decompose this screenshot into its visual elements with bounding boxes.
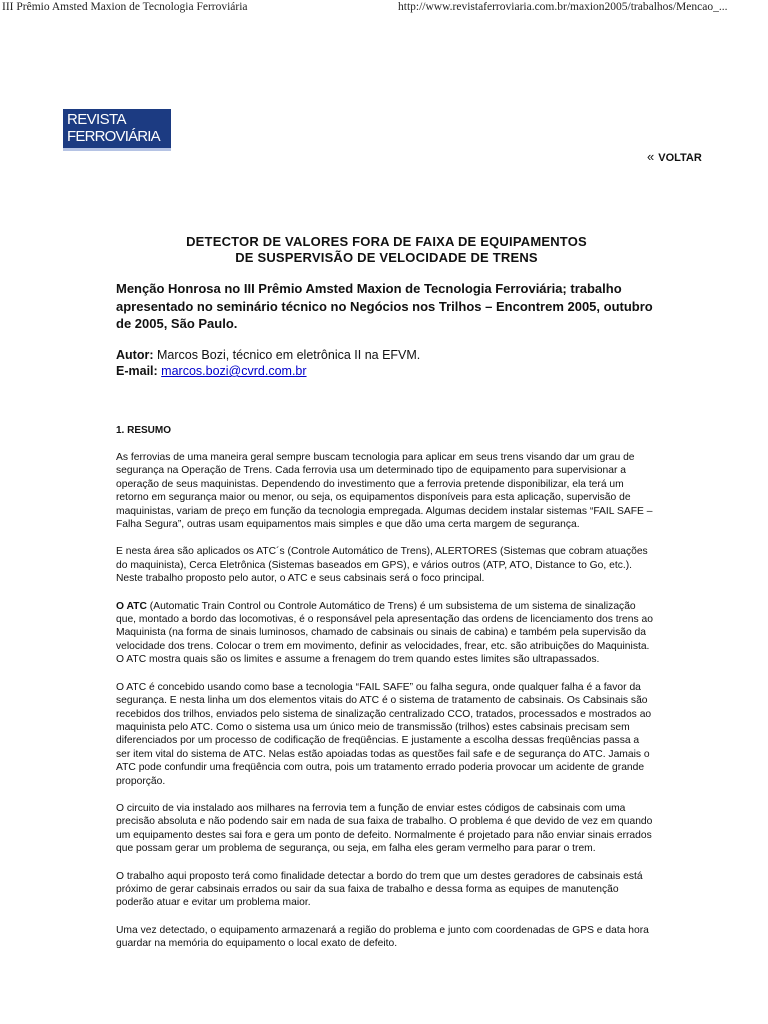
paragraph-6: O trabalho aqui proposto terá como finalidade detectar a bordo do trem que um destes geradores de cabsinais está próximo de gerar cabsinais errados ou sair da sua faixa de trabalho e dessa forma as equipes de manutenção poderão atuar e evitar um problema maior. (116, 870, 643, 909)
logo-underline (63, 148, 171, 151)
email-label: E-mail: (116, 364, 158, 378)
paragraph-3-lead: O ATC (116, 600, 147, 612)
print-header-title: III Prêmio Amsted Maxion de Tecnologia Ferroviária (2, 1, 248, 13)
article-title-line-1: DETECTOR DE VALORES FORA DE FAIXA DE EQUIPAMENTOS (186, 234, 587, 249)
paragraph-7: Uma vez detectado, o equipamento armazenará a região do problema e junto com coordenadas de GPS e data hora guardar na memória do equipamento o local exato de defeito. (116, 924, 649, 950)
email-link[interactable]: marcos.bozi@cvrd.com.br (161, 364, 307, 378)
logo-line-2: FERROVIÁRIA (67, 128, 160, 145)
author-line (116, 347, 656, 363)
author-label: Autor: (116, 348, 154, 362)
voltar-label: VOLTAR (658, 152, 702, 164)
print-header-url: http://www.revistaferroviaria.com.br/maxion2005/trabalhos/Mencao_... (398, 1, 728, 13)
paragraph-3-text: (Automatic Train Control ou Controle Automático de Trens) é um subsistema de um sistema de sinalização que, montado a bordo das locomotivas, é o responsável pela apresentação das ordens de licenciamento dos trens ao Maquinista (na forma de sinais luminosos, chamado de cabsinais ou sinais de cabina) e também pela supervisão da velocidade dos trens. Colocar o trem em movimento, definir as velocidades, frear, etc. são atribuições do Maquinista. O ATC mostra quais são os limites e assume a frenagem do trem quando estes limites são ultrapassados. (116, 600, 653, 666)
author-block (116, 347, 656, 379)
logo-line-1: REVISTA (67, 111, 126, 128)
paragraph-1: As ferrovias de uma maneira geral sempre buscam tecnologia para aplicar em seus trens visando dar um grau de segurança na Operação de Trens. Cada ferrovia usa um determinado tipo de equipamento para supervisionar a operação de seus maquinistas. Dependendo do investimento que a ferrovia pretende disponibilizar, ela terá um retorno em segurança maior ou menor, ou seja, os equipamentos disponíveis para esta aplicação, supervisão de maquinistas, variam de preço em função da tecnologia empregada. Algumas decidem instalar sistemas “FAIL SAFE – Falha Segura”, outras usam equipamentos mais simples e que dão uma certa margem de segurança. (116, 452, 653, 531)
author-value: Marcos Bozi, técnico em eletrônica II na EFVM. (153, 348, 421, 362)
paragraph-5: O circuito de via instalado aos milhares na ferrovia tem a função de enviar estes códigos de cabsinais com uma precisão absoluta e não podendo sair em nada de sua faixa de trabalho. O problema é que devido de vez em quando um equipamento destes sai fora e gera um ponto de defeito. Normalmente é projetado para não enviar sinais errados que possam gerar um problema de segurança, ou seja, em falha eles geram vermelho para parar o trem. (116, 802, 653, 855)
revista-ferroviaria-logo[interactable] (63, 109, 171, 151)
article-body (116, 451, 656, 965)
print-header (0, 0, 768, 14)
paragraph-4: O ATC é concebido usando como base a tecnologia “FAIL SAFE” ou falha segura, onde qualquer falha é a favor da segurança. E nesta linha um dos elementos vitais do ATC é o sistema de tratamento de cabsinais. Os Cabsinais são recebidos dos trilhos, enviados pelo sistema de sinalização centralizado CCO, tratados, processados e mostrados ao maquinista pelo ATC. Como o sistema usa um único meio de transmissão (trilhos) estes cabsinais precisam sem diferenciados por um processo de codificação de freqüências. E justamente a escolha dessas freqüências passa a ser item vital do sistema de ATC. Nelas estão apoiadas todas as questões fail safe e de segurança do ATC. Jamais o ATC pode confundir uma freqüência com outra, pois um tratamento errado poderia provocar um acidente de grande proporção. (116, 681, 652, 787)
article-title-line-2: DE SUSPERVISÃO DE VELOCIDADE DE TRENS (235, 250, 538, 265)
voltar-link[interactable] (647, 149, 702, 164)
article-title (114, 234, 659, 266)
email-line (116, 363, 656, 379)
mention-text: Menção Honrosa no III Prêmio Amsted Maxion de Tecnologia Ferroviária; trabalho apresentado no seminário técnico no Negócios nos Trilhos – Encontrem 2005, outubro de 2005, São Paulo. (116, 281, 653, 331)
paragraph-2: E nesta área são aplicados os ATC´s (Controle Automático de Trens), ALERTORES (Sistemas que cobram atuações do maquinista), Cerca Eletrônica (Sistemas baseados em GPS), e vários outros (ATP, ATO, Distance to Go, etc.). Neste trabalho proposto pelo autor, o ATC e seus cabsinais será o foco principal. (116, 546, 648, 585)
paragraph-3 (116, 600, 656, 667)
section-heading-resumo: 1. RESUMO (116, 425, 172, 436)
double-chevron-left-icon: « (647, 149, 655, 164)
